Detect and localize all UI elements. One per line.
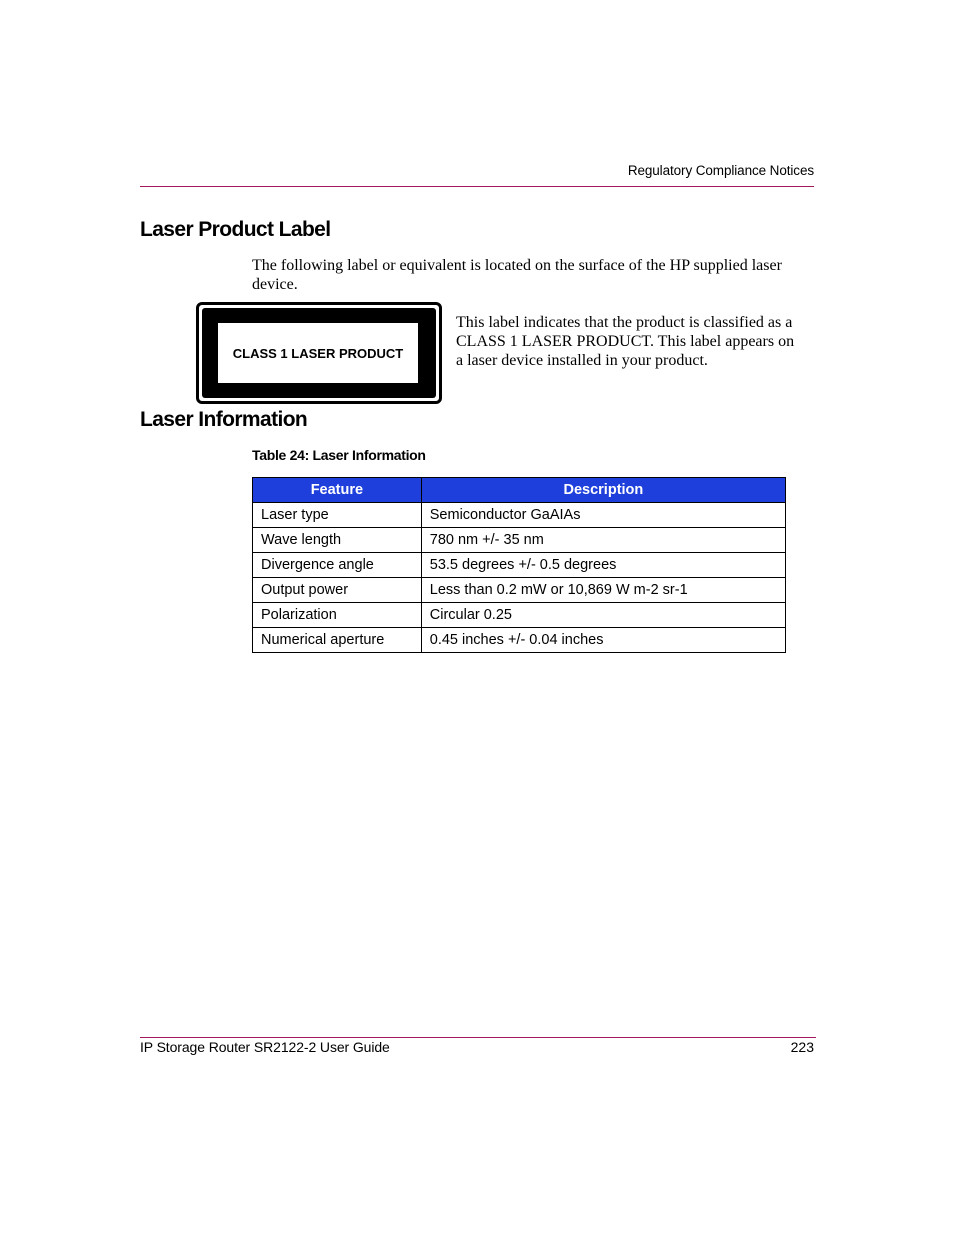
feature-cell: Output power [253, 578, 422, 603]
table-row [253, 578, 786, 603]
feature-cell: Divergence angle [253, 553, 422, 578]
label-black-frame [202, 308, 436, 398]
description-cell: 0.45 inches +/- 0.04 inches [421, 628, 785, 653]
table-row [253, 603, 786, 628]
laser-product-label-image [196, 302, 442, 404]
table-row [253, 553, 786, 578]
description-cell: 53.5 degrees +/- 0.5 degrees [421, 553, 785, 578]
footer-document-title: IP Storage Router SR2122-2 User Guide [140, 1039, 390, 1055]
description-cell: Semiconductor GaAIAs [421, 503, 785, 528]
table-row [253, 528, 786, 553]
description-cell: Circular 0.25 [421, 603, 785, 628]
feature-cell: Numerical aperture [253, 628, 422, 653]
running-header: Regulatory Compliance Notices [627, 163, 814, 178]
feature-cell: Laser type [253, 503, 422, 528]
description-cell: 780 nm +/- 35 nm [421, 528, 785, 553]
section-heading-laser-product-label: Laser Product Label [140, 218, 331, 241]
column-header-description: Description [421, 478, 785, 503]
label-description: This label indicates that the product is classified as a CLASS 1 LASER PRODUCT. This label appears on a laser device installed in your product. [456, 314, 795, 369]
header-rule [140, 186, 814, 187]
footer-rule [140, 1037, 816, 1038]
label-text: CLASS 1 LASER PRODUCT [232, 345, 404, 361]
feature-cell: Wave length [253, 528, 422, 553]
table-row [253, 503, 786, 528]
label-white-panel [218, 323, 418, 383]
page-number: 223 [790, 1039, 814, 1055]
feature-cell: Polarization [253, 603, 422, 628]
intro-paragraph: The following label or equivalent is located on the surface of the HP supplied laser device. [252, 257, 782, 293]
description-cell: Less than 0.2 mW or 10,869 W m-2 sr-1 [421, 578, 785, 603]
table-caption: Table 24: Laser Information [252, 447, 426, 463]
section-heading-laser-information: Laser Information [140, 408, 308, 431]
table-header-row [253, 478, 786, 503]
column-header-feature: Feature [253, 478, 422, 503]
laser-information-table [252, 477, 786, 653]
table-row [253, 628, 786, 653]
